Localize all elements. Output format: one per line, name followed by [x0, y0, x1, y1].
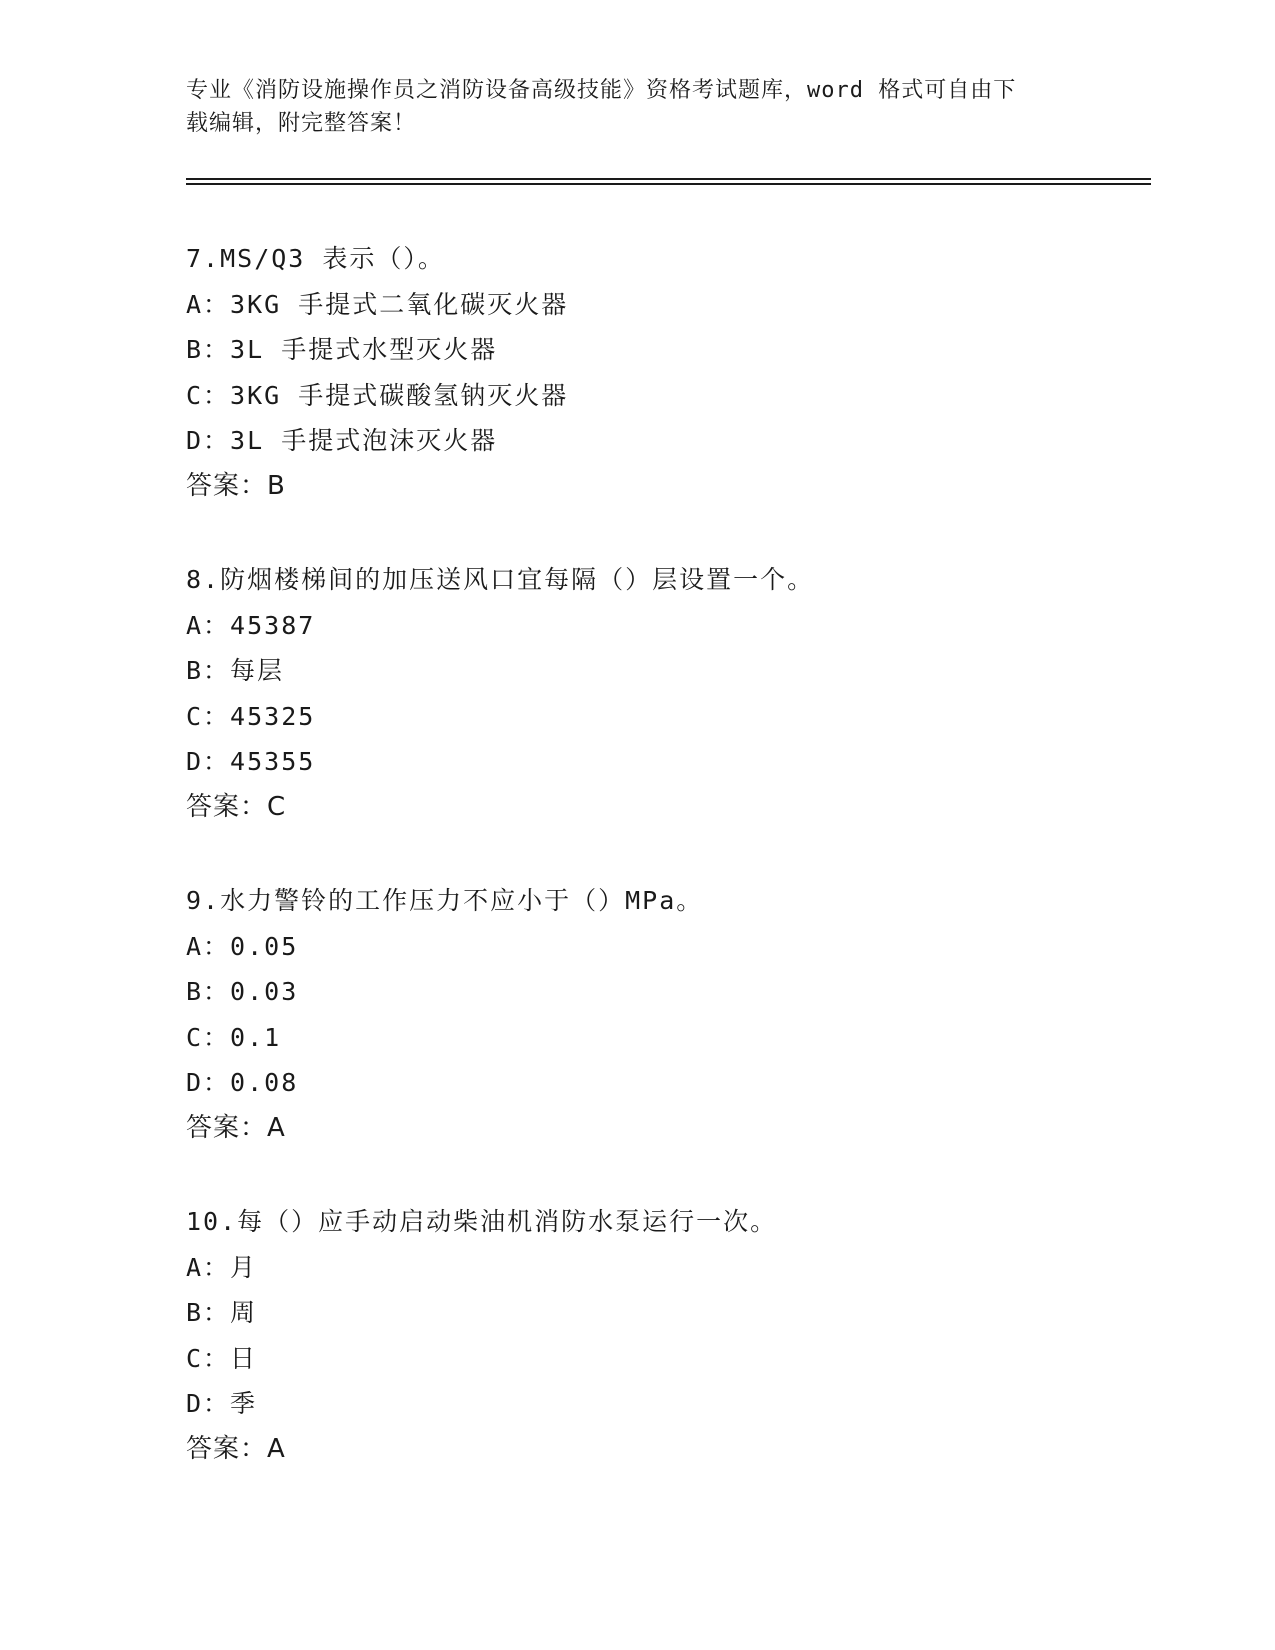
option-a: A：0.05 — [186, 931, 299, 961]
question-9 — [186, 878, 1146, 1151]
header-intro-line-2: 载编辑，附完整答案！ — [186, 111, 417, 136]
header-divider-bottom — [186, 183, 1151, 185]
question-7 — [186, 236, 1146, 509]
question-stem: 7.MS/Q3 表示（）。 — [186, 244, 445, 273]
option-d: D：45355 — [186, 747, 316, 776]
option-b: B：0.03 — [186, 977, 299, 1006]
option-b: B：每层 — [186, 656, 285, 685]
answer-line: 答案：A — [186, 1112, 286, 1143]
header-divider-top — [186, 178, 1151, 180]
option-c: C：45325 — [186, 701, 316, 731]
document-header — [186, 74, 1066, 140]
option-b: B：3L 手提式水型灭火器 — [186, 335, 498, 364]
question-8 — [186, 557, 1146, 830]
option-d: D：季 — [186, 1389, 258, 1418]
question-list — [186, 236, 1146, 1520]
option-c: C：0.1 — [186, 1022, 282, 1052]
question-stem: 10.每（）应手动启动柴油机消防水泵运行一次。 — [186, 1207, 778, 1236]
option-a: A：3KG 手提式二氧化碳灭火器 — [186, 289, 569, 319]
header-intro-line-1: 专业《消防设施操作员之消防设备高级技能》资格考试题库，word 格式可自由下 — [186, 78, 1017, 103]
option-c: C：3KG 手提式碳酸氢钠灭火器 — [186, 380, 569, 410]
answer-line: 答案：C — [186, 791, 287, 822]
option-d: D：3L 手提式泡沫灭火器 — [186, 426, 498, 455]
answer-line: 答案：B — [186, 470, 286, 501]
option-d: D：0.08 — [186, 1068, 299, 1097]
question-stem: 8.防烟楼梯间的加压送风口宜每隔（）层设置一个。 — [186, 565, 815, 594]
option-a: A：月 — [186, 1252, 258, 1282]
question-10 — [186, 1199, 1146, 1472]
option-a: A：45387 — [186, 610, 316, 640]
question-stem: 9.水力警铃的工作压力不应小于（）MPa。 — [186, 886, 704, 915]
answer-line: 答案：A — [186, 1433, 286, 1464]
option-b: B：周 — [186, 1298, 258, 1327]
option-c: C：日 — [186, 1343, 258, 1373]
